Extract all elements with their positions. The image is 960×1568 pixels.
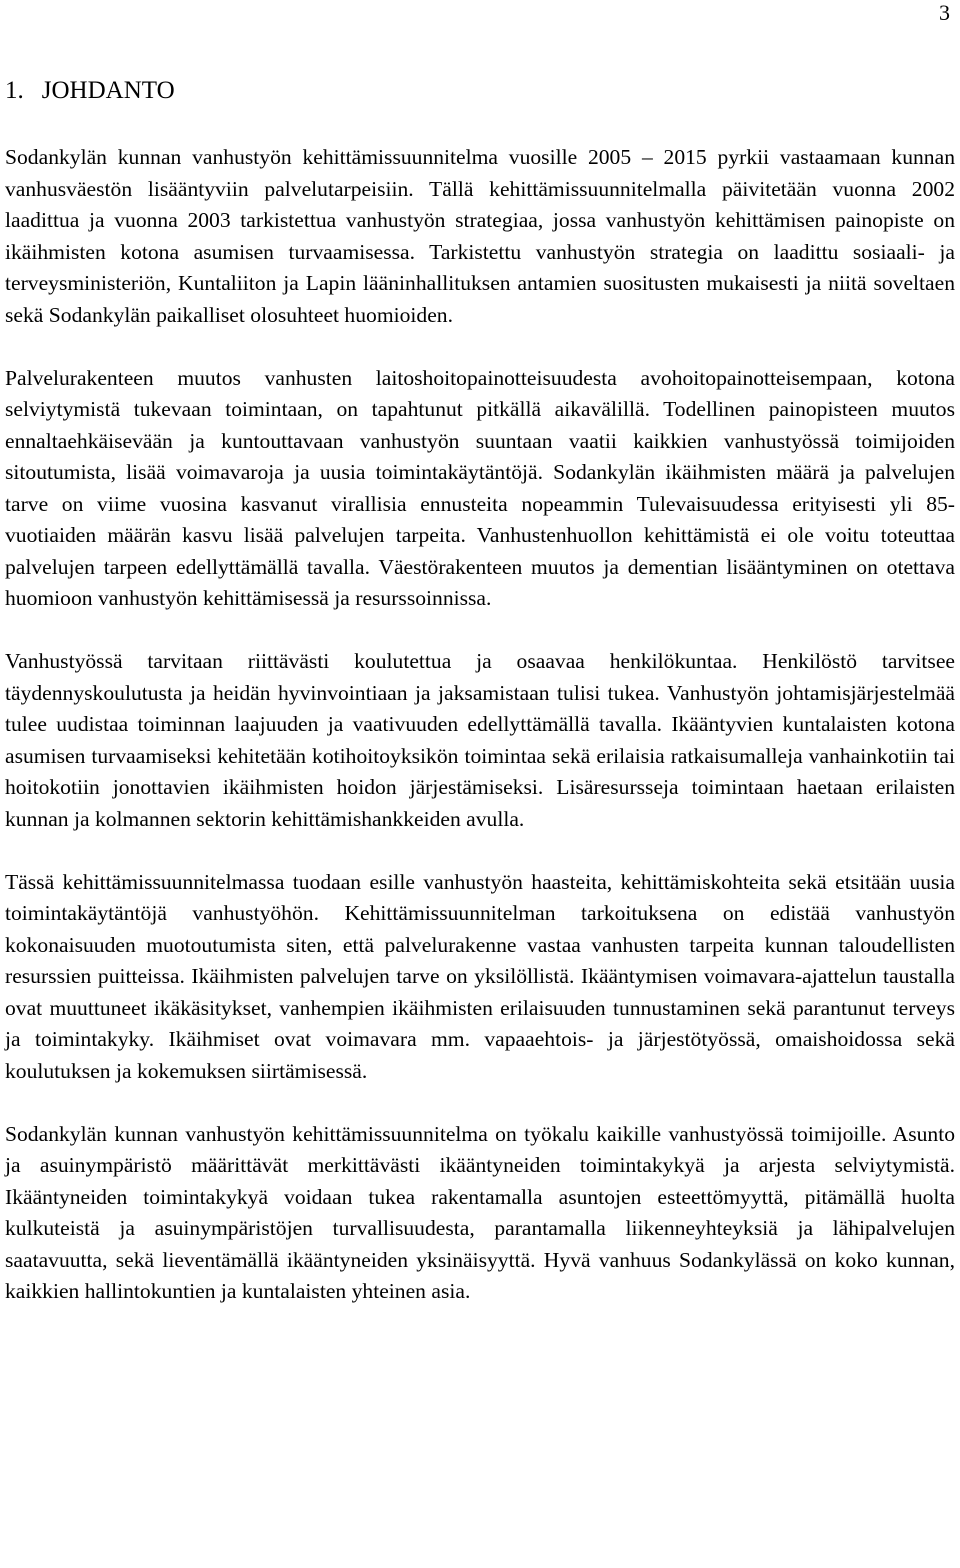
paragraph-4: Tässä kehittämissuunnitelmassa tuodaan esille vanhustyön haasteita, kehittämiskohteita sekä etsitään uusia toimintakäytäntöjä vanhustyöhön. Kehittämissuunnitelman tarkoituksena on edistää vanhustyön kokonaisuuden muotoutumista siten, että palvelurakenne vastaa vanhusten tarpeita kunnan taloudellisten resurssien puitteissa. Ikäihmisten palvelujen tarve on yksilöllistä. Ikääntymisen voimavara-ajattelun taustalla ovat muuttuneet ikäkäsitykset, vanhempien ikäihmisten erilaisuuden tunnustaminen sekä parantunut terveys ja toimintakyky. Ikäihmiset ovat voimavara mm. vapaaehtois- ja järjestötyössä, omaishoidossa sekä koulutuksen ja kokemuksen siirtämisessä. xyxy=(5,869,955,1083)
paragraph-3: Vanhustyössä tarvitaan riittävästi koulutettua ja osaavaa henkilökuntaa. Henkilöstö tarvitsee täydennyskoulutusta ja heidän hyvinvointiaan ja jaksamistaan tulisi tukea. Vanhustyön johtamisjärjestelmää tulee uudistaa toiminnan laajuuden ja vaativuuden edellyttämällä tavalla. Ikääntyvien kuntalaisten kotona asumisen turvaamiseksi kehitetään kotihoitoyksikön toimintaa sekä erilaisia ratkaisumalleja vanhainkotiin tai hoitokotiin jonottavien ikäihmisten hoidon järjestämiseksi. Lisäresursseja toimintaan haetaan erilaisten kunnan ja kolmannen sektorin kehittämishankkeiden avulla. xyxy=(5,649,955,831)
paragraph-1: Sodankylän kunnan vanhustyön kehittämissuunnitelma vuosille 2005 – 2015 pyrkii vastaamaan kunnan vanhusväestön lisääntyviin palvelutarpeisiin. Tällä kehittämissuunnitelmalla päivitetään vuonna 2002 laadittua ja vuonna 2003 tarkistettua vanhustyön strategiaa, jossa vanhustyön kehittämisen painopiste on ikäihmisten kotona asumisen turvaamisessa. Tarkistettu vanhustyön strategia on laadittu sosiaali- ja terveysministeriön, Kuntaliiton ja Lapin lääninhallituksen antamien suositusten mukaisesti ja niitä soveltaen sekä Sodankylän paikalliset olosuhteet huomioiden. xyxy=(5,145,955,327)
section-number: 1. xyxy=(5,77,24,104)
body-text xyxy=(5,142,955,1308)
paragraph-2: Palvelurakenteen muutos vanhusten laitoshoitopainotteisuudesta avohoitopainotteisempaan, kotona selviytymistä tukevaan toimintaan, on tapahtunut pitkällä aikavälillä. Todellinen painopisteen muutos ennaltaehkäisevään ja kuntouttavaan vanhustyön suuntaan vaatii kaikkien vanhustyössä toimijoiden sitoutumista, lisää voimavaroja ja uusia toimintakäytäntöjä. Sodankylän ikäihmisten määrä ja palvelujen tarve on viime vuosina kasvanut virallisia ennusteita nopeammin Tulevaisuudessa erityisesti yli 85-vuotiaiden määrän kasvu lisää palvelujen tarpeita. Vanhustenhuollon kehittämistä ei ole voitu toteuttaa palvelujen tarpeen edellyttämällä tavalla. Väestörakenteen muutos ja dementian lisääntyminen on otettava huomioon vanhustyön kehittämisessä ja resurssoinnissa. xyxy=(5,365,955,610)
paragraph-5: Sodankylän kunnan vanhustyön kehittämissuunnitelma on työkalu kaikille vanhustyössä toimijoille. Asunto ja asuinympäristö määrittävät merkittävästi ikääntyneiden toimintakykyä ja arjesta selviytymistä. Ikääntyneiden toimintakykyä voidaan tukea rakentamalla asuntojen esteettömyyttä, pitämällä huolta kulkuteistä ja asuinympäristöjen turvallisuudesta, parantamalla liikenneyhteyksiä ja lähipalvelujen saatavuutta, sekä lieventämällä ikääntyneiden yksinäisyyttä. Hyvä vanhuus Sodankylässä on koko kunnan, kaikkien hallintokuntien ja kuntalaisten yhteinen asia. xyxy=(5,1121,955,1303)
section-heading xyxy=(5,76,175,106)
page-number: 3 xyxy=(939,0,950,25)
section-title: JOHDANTO xyxy=(41,77,175,104)
